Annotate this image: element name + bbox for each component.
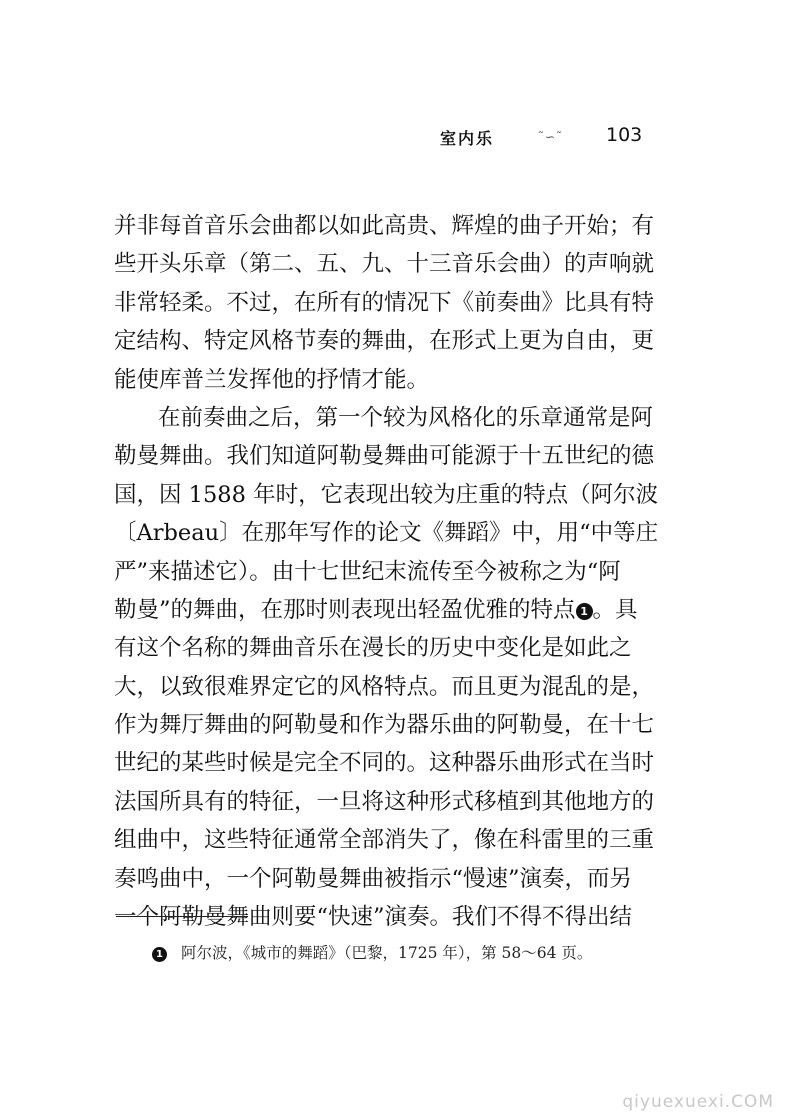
text-line: 〔Arbeau〕在那年写作的论文《舞蹈》中，用“中等庄 [114,520,659,547]
text-line: 国，因 1588 年时，它表现出较为庄重的特点（阿尔波 [114,481,659,508]
text-line: 法国所具有的特征，一旦将这种形式移植到其他地方的 [114,788,655,815]
text-segment: 勒曼”的舞曲，在那时则表现出轻盈优雅的特点 [114,596,576,623]
text-line: 组曲中，这些特征通常全部消失了，像在科雷里的三重 [114,827,655,854]
text-line: 奏鸣曲中，一个阿勒曼舞曲被指示“慢速”演奏，而另 [114,865,633,892]
text-segment: 。具 [592,596,638,623]
text-line: 世纪的某些时候是完全不同的。这种器乐曲形式在当时 [114,750,655,777]
text-line: 严”来描述它）。由十七世纪末流传至今被称之为“阿 [114,558,621,585]
footnote-marker: 1 [152,947,167,962]
text-line: 作为舞厅舞曲的阿勒曼和作为器乐曲的阿勒曼，在十七 [114,712,655,739]
text-line [114,591,672,629]
text-line: 些开头乐章（第二、五、九、十三音乐会曲）的声响就 [114,251,655,278]
text-line: 能使库普兰发挥他的抒情才能。 [114,366,430,393]
body-text [114,207,672,936]
footnote-text: 阿尔波，《城市的舞蹈》（巴黎，1725 年），第 58～64 页。 [181,944,593,962]
running-header [440,126,680,156]
text-line: 定结构、特定风格节奏的舞曲，在形式上更为自由，更 [114,328,655,355]
footnote-reference[interactable]: 1 [576,603,593,620]
page-number: 103 [606,124,643,146]
text-line: 一个阿勒曼舞曲则要“快速”演奏。我们不得不得出结 [114,904,633,931]
text-line: 并非每首音乐会曲都以如此高贵、辉煌的曲子开始；有 [114,213,655,239]
text-line: 有这个名称的舞曲音乐在漫长的历史中变化是如此之 [114,635,632,662]
text-line: 大，以致很难界定它的风格特点。而且更为混乱的是， [114,673,655,700]
text-line: 在前奏曲之后，第一个较为风格化的乐章通常是阿 [158,404,654,431]
footnote-separator [116,916,248,917]
text-line: 非常轻柔。不过，在所有的情况下《前奏曲》比具有特 [114,289,655,316]
text-line: 勒曼舞曲。我们知道阿勒曼舞曲可能源于十五世纪的德 [114,443,655,470]
footnote [152,941,592,963]
watermark: qiyuexuexi.COM [622,1092,774,1112]
section-title: 室内乐 [440,129,495,148]
header-ornament: ˜∽˜ [538,130,564,144]
